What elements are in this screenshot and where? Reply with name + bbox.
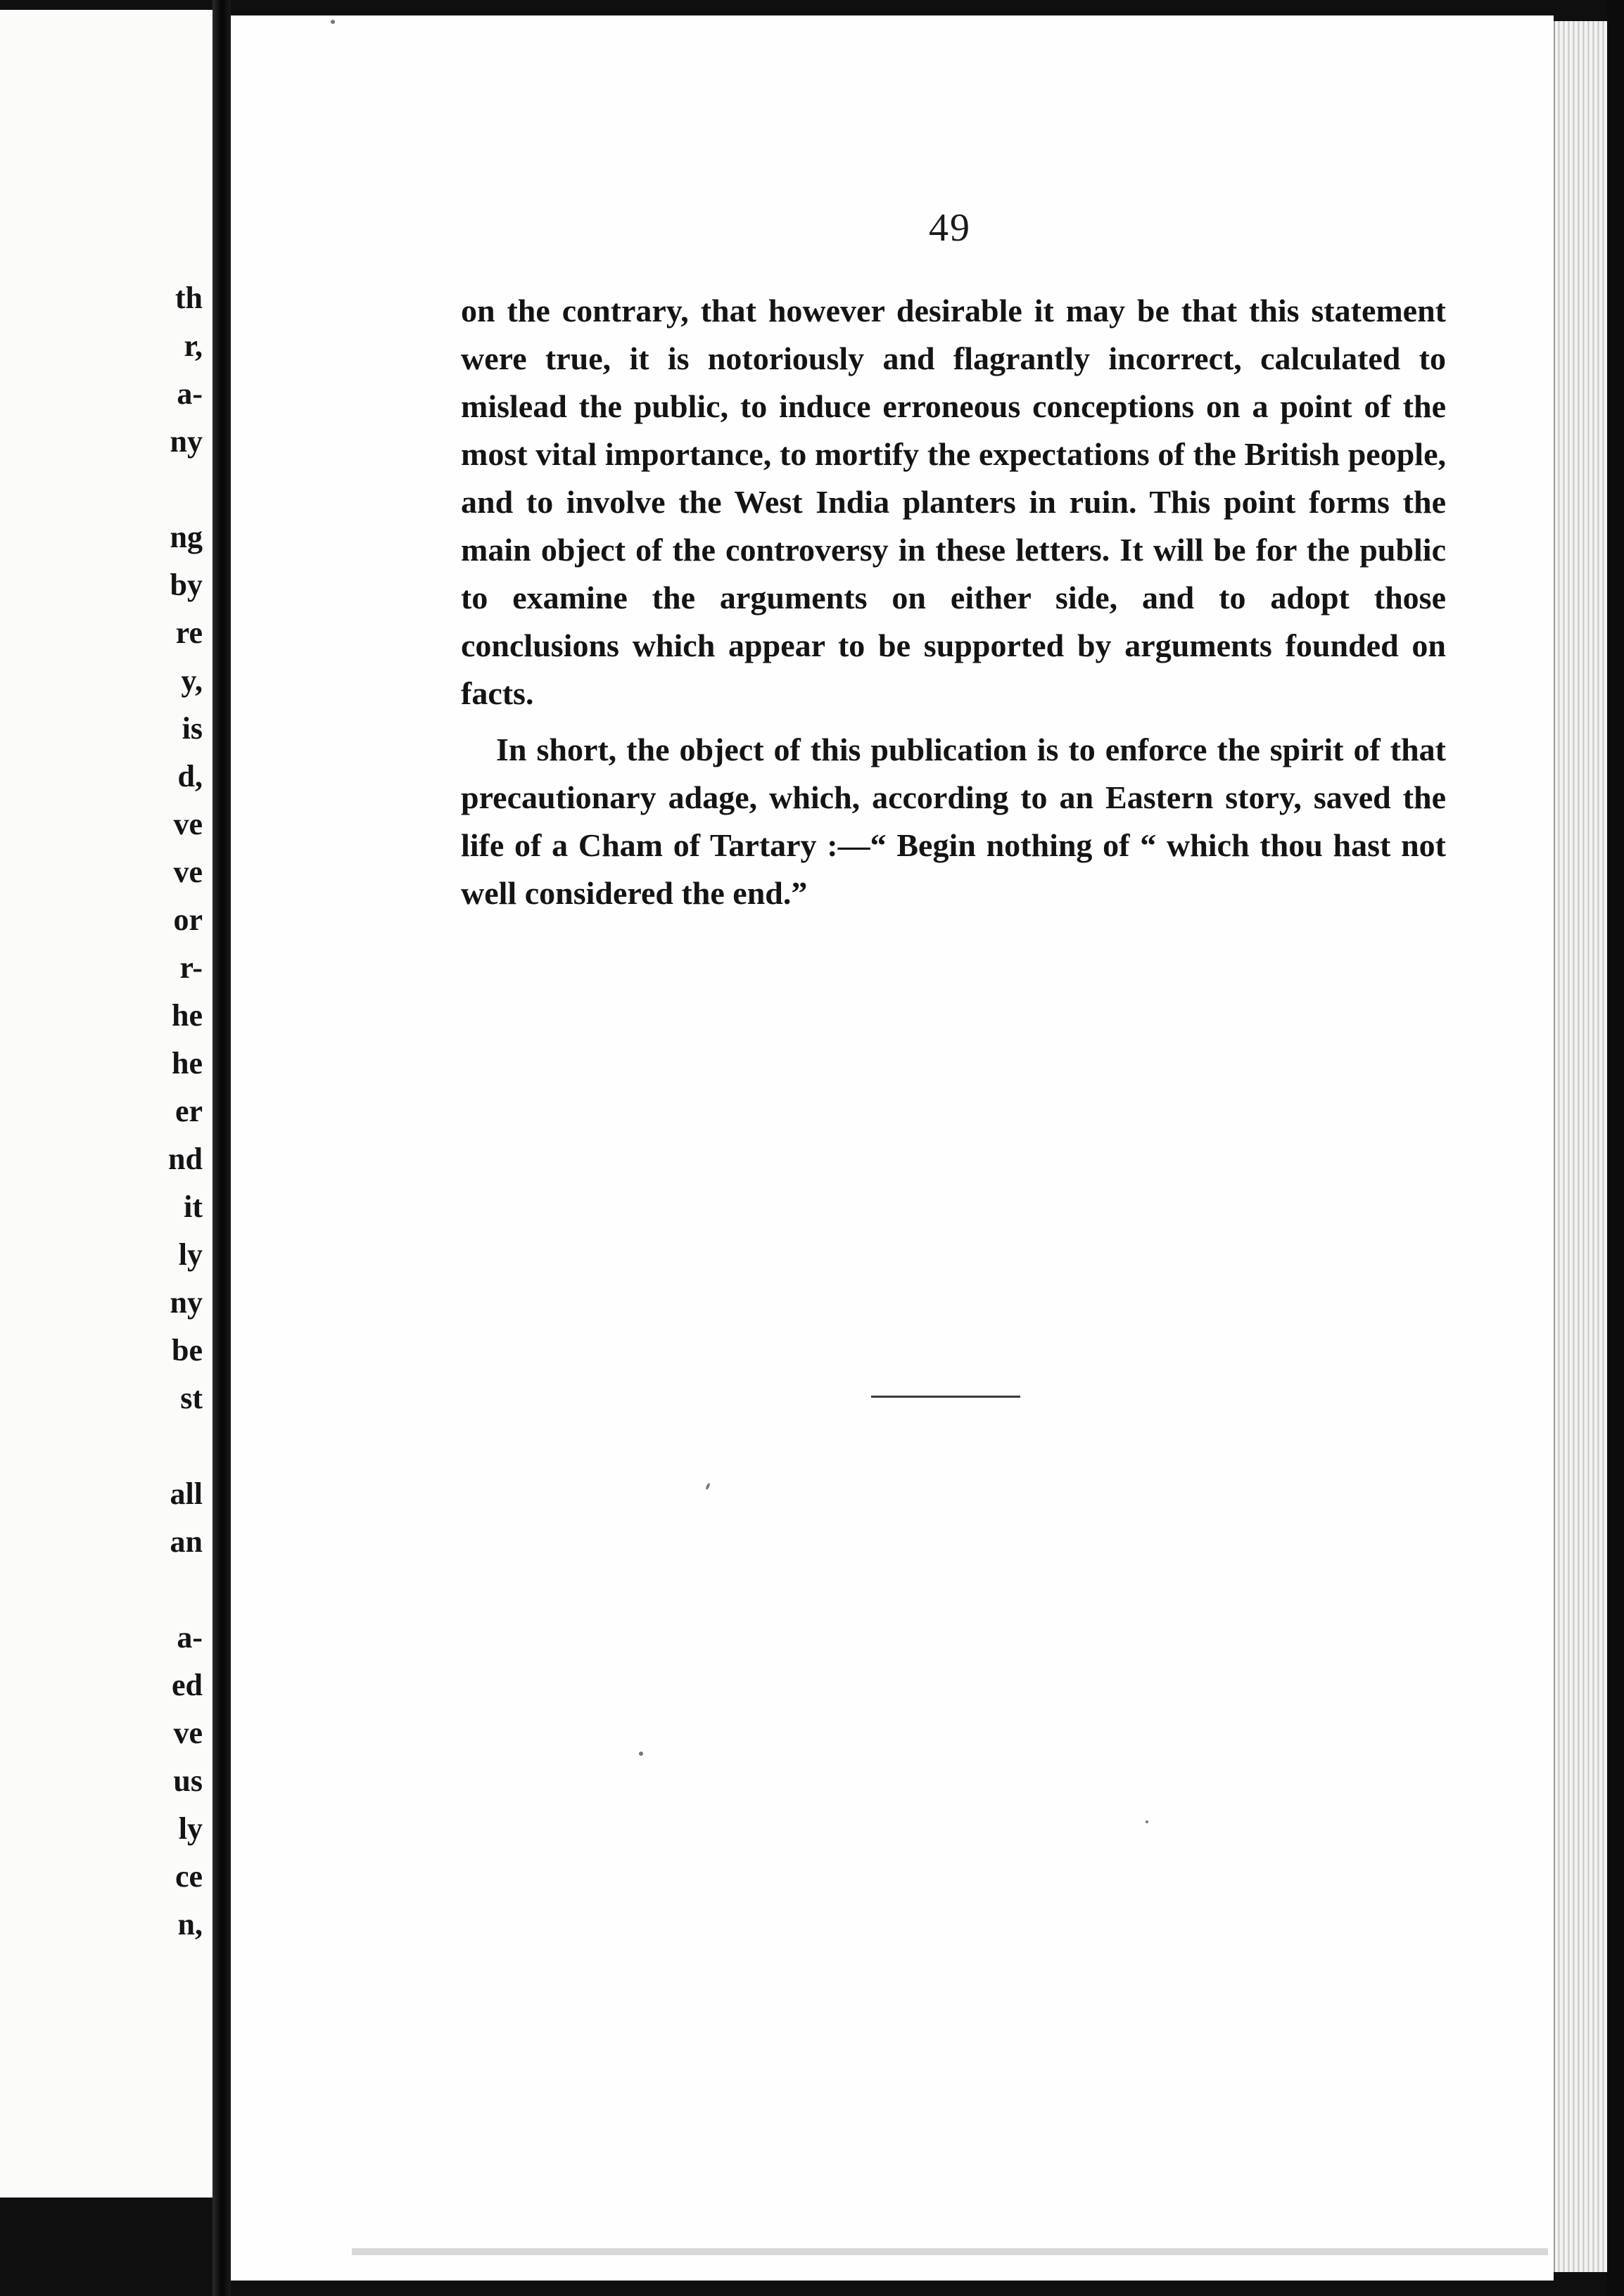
fragment-text: ly xyxy=(178,1811,203,1846)
fragment-text: er xyxy=(175,1094,203,1128)
scan-border-right xyxy=(1607,0,1624,2296)
fragment-text: ny xyxy=(170,1285,203,1320)
paper-speck xyxy=(1146,1820,1148,1823)
fragment-text: ly xyxy=(178,1237,203,1272)
fragment-text: r, xyxy=(184,329,203,363)
section-divider-rule xyxy=(871,1396,1020,1398)
fragment-text: ce xyxy=(175,1859,203,1894)
fragment-text: ed xyxy=(172,1668,203,1702)
fragment-text: he xyxy=(172,1046,203,1080)
fragment-text: n, xyxy=(177,1907,203,1941)
fragment-text: or xyxy=(173,903,203,937)
page-number: 49 xyxy=(929,206,971,250)
fragment-text: it xyxy=(184,1190,203,1224)
paper-speck xyxy=(331,20,335,24)
fragment-text: us xyxy=(173,1764,203,1798)
fragment-text: ve xyxy=(173,807,203,841)
fragment-text: d, xyxy=(177,759,203,793)
fragment-text: a- xyxy=(177,1620,203,1654)
fragment-text: nd xyxy=(168,1142,203,1176)
body-text xyxy=(461,287,1446,917)
book-gutter xyxy=(212,0,231,2296)
paragraph: on the contrary, that however desirable it may be that this statement were true, it is notoriously and flagrantly incorrect, calculated to mislead the public, to induce erroneous conceptions on a point of the most vital importance, to mortify the expectations of the British people, and to involve the West India planters in ruin. This point forms the main object of the controversy in these letters. It will be for the public to examine the arguments on either side, and to adopt those conclusions which appear to be supported by arguments founded on facts. xyxy=(461,293,1446,711)
fragment-text: re xyxy=(175,616,203,650)
fragment-text: th xyxy=(175,281,203,315)
fragment-text: be xyxy=(172,1333,203,1367)
previous-page-fragment xyxy=(0,10,212,2198)
fragment-text: ny xyxy=(170,424,203,459)
fragment-text: a- xyxy=(177,376,203,411)
fragment-text: st xyxy=(180,1381,203,1415)
paper-speck xyxy=(639,1752,643,1756)
fragment-text: ve xyxy=(173,1716,203,1750)
fragment-text: is xyxy=(182,711,203,746)
fragment-text: all xyxy=(170,1477,203,1511)
fragment-text: y, xyxy=(181,663,203,698)
fragment-text: ve xyxy=(173,855,203,889)
fragment-text: an xyxy=(170,1524,203,1559)
paragraph: In short, the object of this publication is to enforce the spirit of that precautionary adage, which, according to an Eastern story, saved the life of a Cham of Tartary :—“ Begin nothing of “ which thou hast not well considered the end.” xyxy=(461,732,1446,911)
fragment-text: he xyxy=(172,998,203,1033)
page-edges xyxy=(1554,21,1609,2272)
fragment-text: by xyxy=(170,568,203,602)
fragment-text: r- xyxy=(179,950,203,985)
page-bottom-edge xyxy=(352,2248,1548,2255)
fragment-text: ng xyxy=(170,520,203,554)
